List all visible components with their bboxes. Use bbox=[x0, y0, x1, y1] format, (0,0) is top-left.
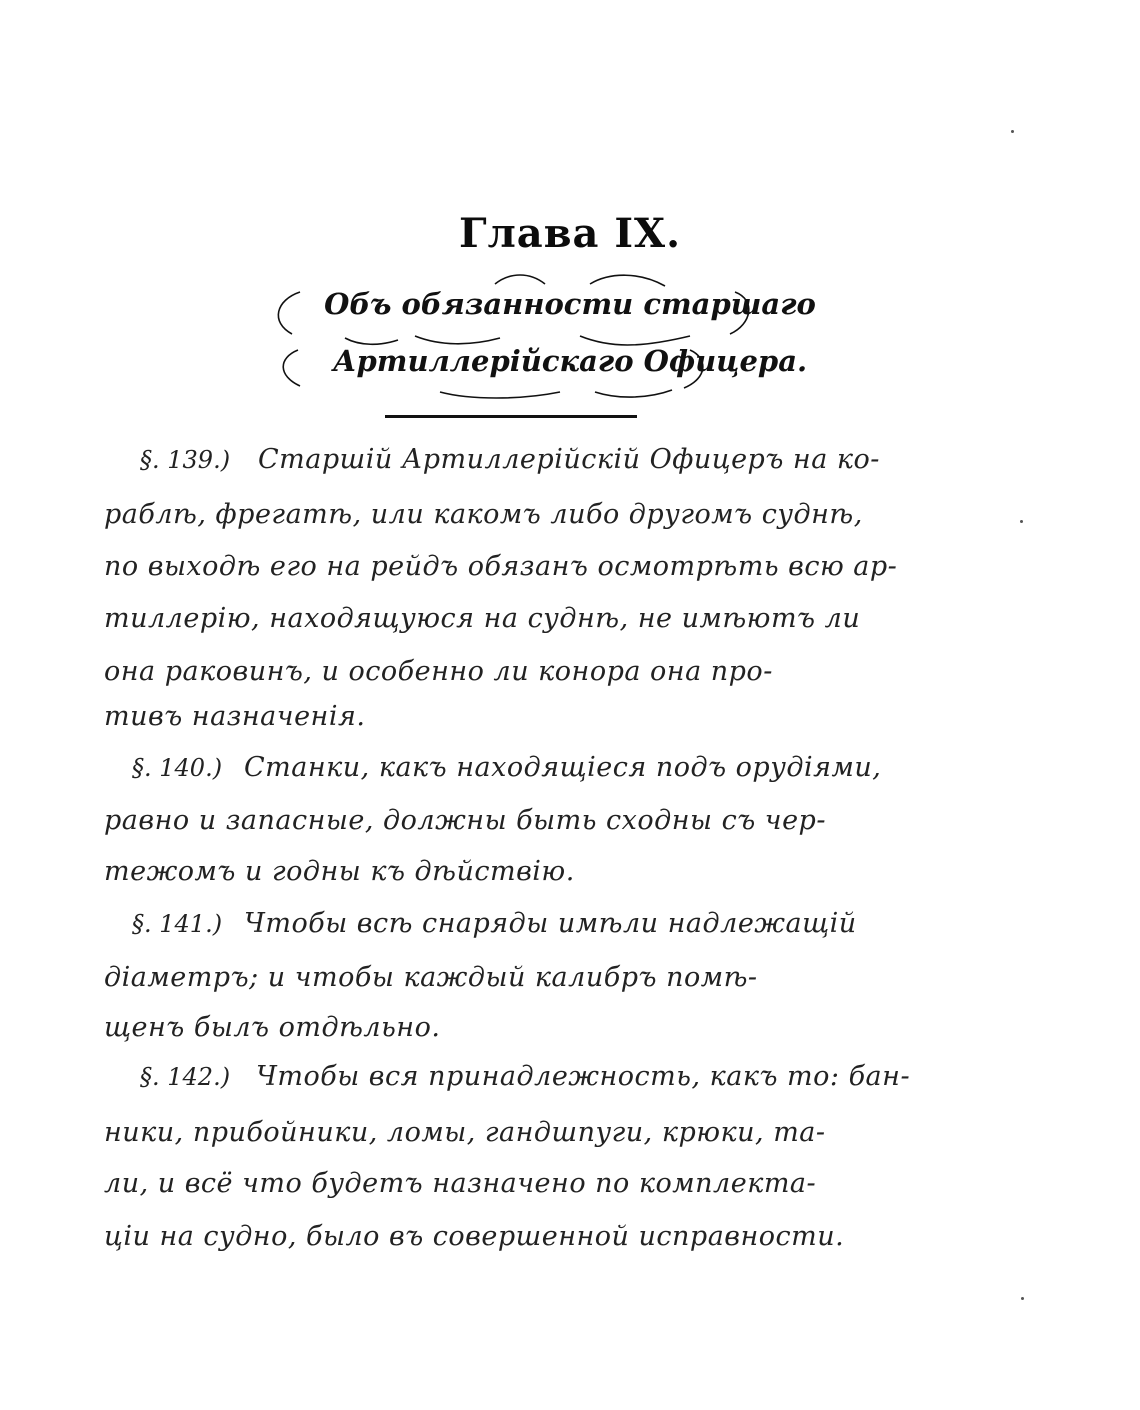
section-number: §. 139.) bbox=[140, 446, 231, 474]
text-line: тиллерію, находящуюся на суднѣ, не имѣютъ ли bbox=[104, 603, 861, 634]
chapter-subtitle-line-1: Объ обязанности старшаго bbox=[324, 287, 816, 321]
text-line: Чтобы всѣ снаряды имѣли надлежащій bbox=[244, 908, 857, 939]
title-divider bbox=[385, 415, 637, 418]
scan-speck bbox=[1020, 520, 1023, 523]
text-line: Станки, какъ находящіеся подъ орудіями, bbox=[244, 752, 882, 783]
text-line: щенъ былъ отдѣльно. bbox=[104, 1012, 441, 1043]
scan-speck bbox=[1021, 1297, 1024, 1300]
chapter-subtitle-line-2: Артиллерійскаго Офицера. bbox=[332, 344, 808, 378]
text-line: по выходѣ его на рейдъ обязанъ осмотрѣть всю ар- bbox=[104, 551, 898, 582]
text-line: ціи на судно, было въ совершенной исправности. bbox=[104, 1221, 845, 1252]
section-number: §. 141.) bbox=[132, 910, 223, 938]
text-line: тежомъ и годны къ дѣйствію. bbox=[104, 856, 575, 887]
text-line: Чтобы вся принадлежность, какъ то: бан- bbox=[256, 1061, 911, 1092]
text-line: ли, и всё что будетъ назначено по комплекта- bbox=[104, 1168, 817, 1199]
text-line: тивъ назначенія. bbox=[104, 701, 366, 732]
text-line: діаметръ; и чтобы каждый калибръ помѣ- bbox=[104, 962, 758, 993]
text-line: ники, прибойники, ломы, гандшпуги, крюки, та- bbox=[104, 1117, 826, 1148]
text-line: раблѣ, фрегатѣ, или какомъ либо другомъ суднѣ, bbox=[104, 499, 863, 530]
scan-speck bbox=[1011, 130, 1014, 133]
text-line: она раковинъ, и особенно ли конора она про- bbox=[104, 656, 773, 687]
section-number: §. 142.) bbox=[140, 1063, 231, 1091]
chapter-title: Глава IX. bbox=[458, 210, 682, 257]
text-line: равно и запасные, должны быть сходны съ чер- bbox=[104, 805, 826, 836]
text-line: Старшій Артиллерійскій Офицеръ на ко- bbox=[258, 444, 880, 475]
section-number: §. 140.) bbox=[132, 754, 223, 782]
